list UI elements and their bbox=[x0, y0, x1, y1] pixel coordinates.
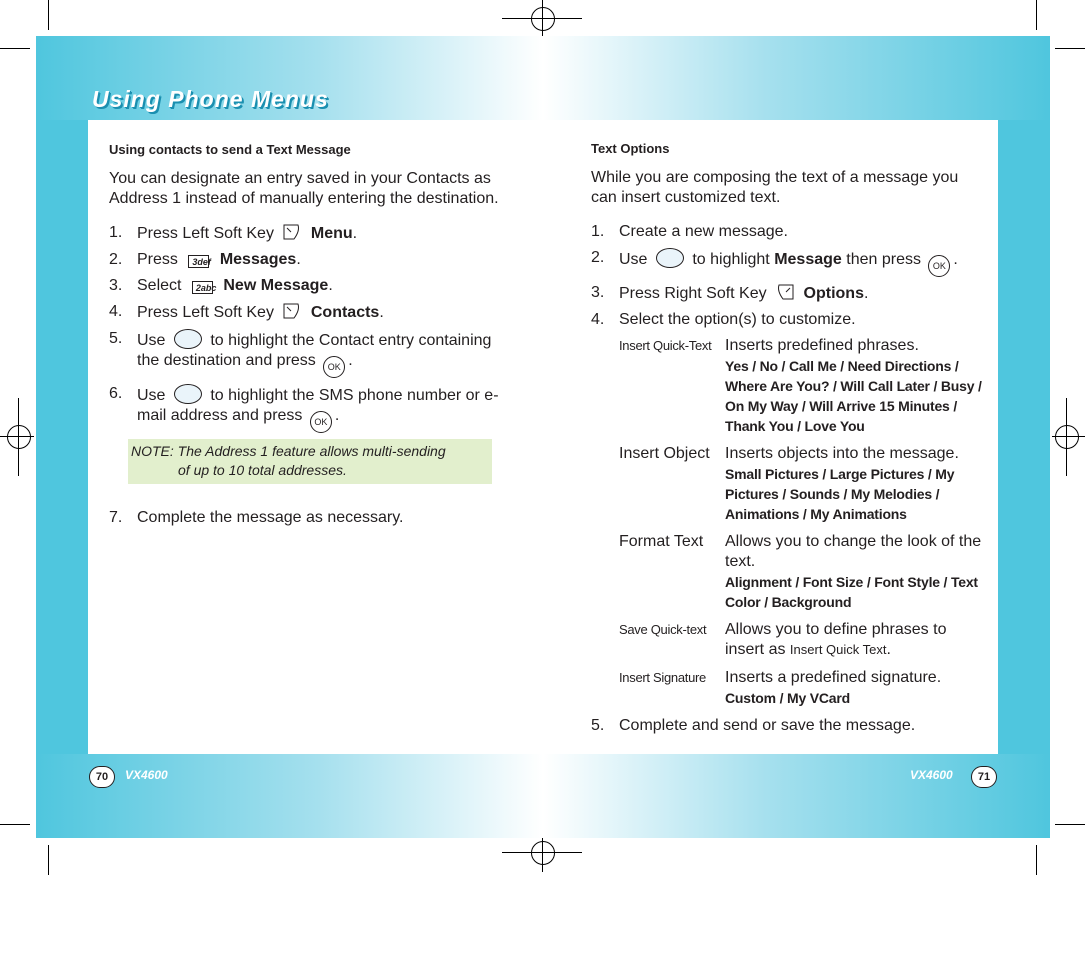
right-column bbox=[591, 139, 986, 742]
list-item: 5. Use to highlight the Contact entry containing the destination and press OK . bbox=[109, 329, 499, 378]
crop-mark bbox=[0, 48, 30, 49]
page-title: Using Phone Menus bbox=[92, 86, 329, 112]
steps-list bbox=[591, 222, 986, 330]
list-item: 6. Use to highlight the SMS phone number or e-mail address and press OK . bbox=[109, 384, 499, 433]
steps-list bbox=[591, 716, 986, 736]
registration-mark-icon bbox=[531, 7, 555, 31]
left-soft-key-icon bbox=[282, 302, 302, 320]
crop-mark bbox=[48, 0, 49, 30]
footer-band bbox=[36, 752, 1050, 838]
list-item: 1. Create a new message. bbox=[591, 223, 788, 240]
crop-mark bbox=[1055, 48, 1085, 49]
steps-list bbox=[109, 223, 499, 433]
registration-mark-icon bbox=[531, 841, 555, 865]
left-column bbox=[109, 140, 499, 534]
navigation-key-icon bbox=[174, 384, 202, 404]
intro-paragraph: While you are composing the text of a message you can insert customized text. bbox=[591, 169, 959, 206]
list-item: 4. Select the option(s) to customize. bbox=[591, 311, 856, 328]
option-insert-quick-text: Insert Quick-Text Inserts predefined phrases. Yes / No / Call Me / Need Directions / Where Are You? / Will Call Later / Busy / On My Way / Will Arrive 15 Minutes / Thank You / Love You bbox=[619, 337, 982, 434]
list-item: 1. Press Left Soft Key Menu. bbox=[109, 224, 358, 242]
ok-key-icon: OK bbox=[323, 356, 345, 378]
option-save-quick-text: Save Quick-text Allows you to define phrases to insert as Insert Quick Text. bbox=[619, 621, 947, 658]
registration-mark-icon bbox=[1055, 425, 1079, 449]
list-item: 4. Press Left Soft Key Contacts. bbox=[109, 303, 384, 321]
crop-mark bbox=[48, 845, 49, 875]
right-margin-band bbox=[998, 120, 1050, 754]
page-number-right: 71 bbox=[971, 766, 997, 788]
section-heading: Using contacts to send a Text Message bbox=[109, 142, 351, 157]
ok-key-icon: OK bbox=[928, 255, 950, 277]
list-item: 3. Press Right Soft Key Options. bbox=[591, 284, 869, 302]
option-insert-signature: Insert Signature Inserts a predefined signature. Custom / My VCard bbox=[619, 669, 942, 706]
intro-paragraph: You can designate an entry saved in your Contacts as Address 1 instead of manually entering the destination. bbox=[109, 170, 499, 207]
option-format-text: Format Text Allows you to change the look of the text. Alignment / Font Size / Font Style / Text Color / Background bbox=[619, 533, 982, 610]
section-heading: Text Options bbox=[591, 141, 670, 156]
page-number-left: 70 bbox=[89, 766, 115, 788]
ok-key-icon: OK bbox=[310, 411, 332, 433]
registration-mark-icon bbox=[7, 425, 31, 449]
navigation-key-icon bbox=[656, 248, 684, 268]
crop-mark bbox=[1055, 824, 1085, 825]
key-2-icon: 2abc bbox=[192, 281, 213, 294]
left-margin-band bbox=[36, 120, 88, 754]
list-item: 3. Select 2abc New Message. bbox=[109, 277, 333, 294]
navigation-key-icon bbox=[174, 329, 202, 349]
model-label-right: VX4600 bbox=[910, 768, 953, 782]
note-box: NOTE: The Address 1 feature allows multi-sending of up to 10 total addresses. bbox=[128, 439, 492, 484]
key-3-icon: 3def bbox=[188, 255, 209, 268]
crop-mark bbox=[1036, 845, 1037, 875]
steps-list bbox=[109, 508, 499, 528]
option-insert-object: Insert Object Inserts objects into the message. Small Pictures / Large Pictures / My Pictures / Sounds / My Melodies / Animations / My Animations bbox=[619, 445, 959, 522]
list-item: 7. Complete the message as necessary. bbox=[109, 509, 404, 526]
model-label-left: VX4600 bbox=[125, 768, 168, 782]
right-soft-key-icon bbox=[775, 283, 795, 301]
crop-mark bbox=[1036, 0, 1037, 30]
list-item: 5. Complete and send or save the message. bbox=[591, 717, 916, 734]
list-item: 2. Use to highlight Message then press OK . bbox=[591, 248, 986, 277]
list-item: 2. Press 3def Messages. bbox=[109, 251, 301, 268]
crop-mark bbox=[0, 824, 30, 825]
left-soft-key-icon bbox=[282, 223, 302, 241]
